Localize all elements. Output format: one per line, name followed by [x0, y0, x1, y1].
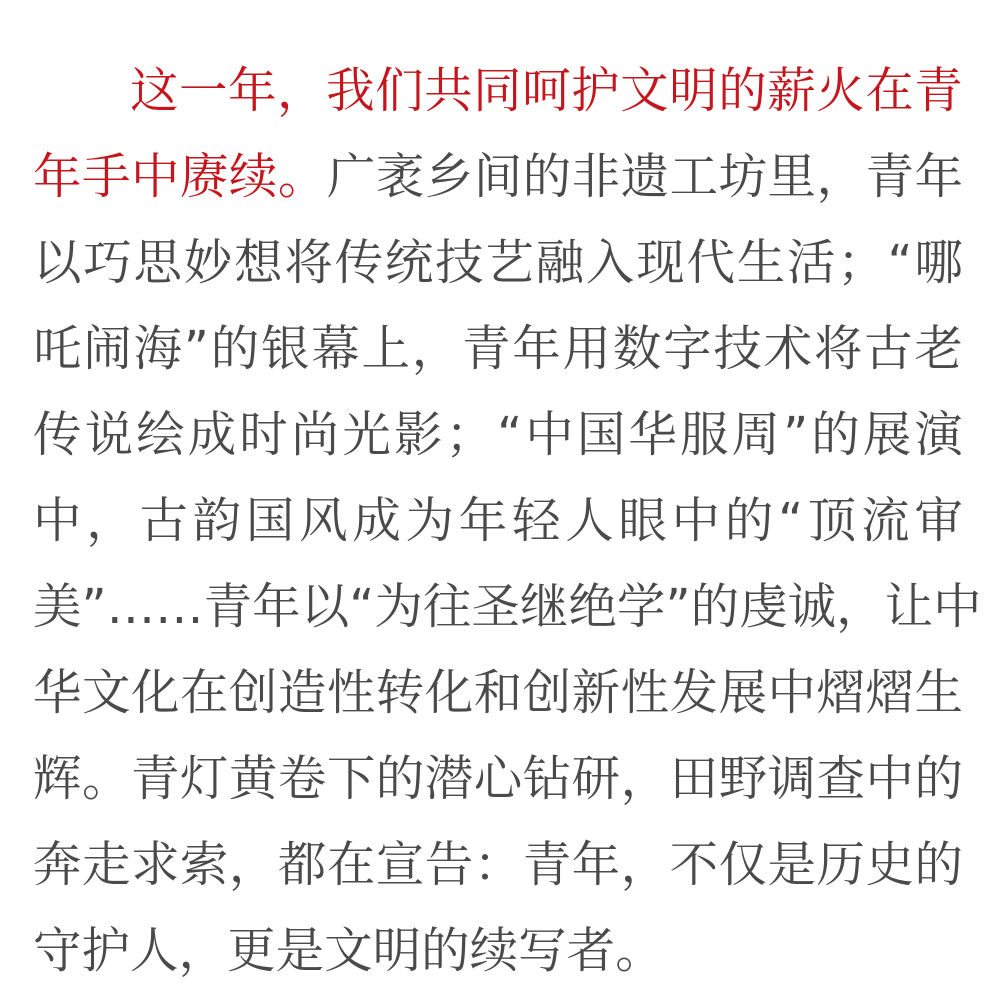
text-line: 这 一 年 ， 我 们 共 同 呵 护 文 明 的 薪 火 在 青 — [130, 63, 963, 119]
text-line: 奔 走 求 索 ， 都 在 宣 告 ： 青 年 ， 不 仅 是 历 史 的 — [33, 837, 963, 893]
text-line: 守 护 人 ， 更 是 文 明 的 续 写 者 。 — [33, 923, 664, 979]
text-line: 辉 。 青 灯 黄 卷 下 的 潜 心 钻 研 ， 田 野 调 查 中 的 — [33, 751, 963, 807]
text-line: 年 手 中 赓 续 。 广 袤 乡 间 的 非 遗 工 坊 里 ， 青 年 — [33, 149, 963, 205]
text-line: 吒 闹 海 ” 的 银 幕 上 ， 青 年 用 数 字 技 术 将 古 老 — [33, 321, 963, 377]
text-line: 美 ” … … 青 年 以 “ 为 往 圣 继 绝 学 ” 的 虔 诚 ， 让 中 — [33, 579, 982, 635]
text-line: 传 说 绘 成 时 尚 光 影 ； “ 中 国 华 服 周 ” 的 展 演 — [33, 407, 963, 463]
text-line: 中 ， 古 韵 国 风 成 为 年 轻 人 眼 中 的 “ 顶 流 审 — [33, 493, 963, 549]
text-line: 华 文 化 在 创 造 性 转 化 和 创 新 性 发 展 中 熠 熠 生 — [33, 665, 963, 721]
text-line: 以 巧 思 妙 想 将 传 统 技 艺 融 入 现 代 生 活 ； “ 哪 — [33, 235, 963, 291]
